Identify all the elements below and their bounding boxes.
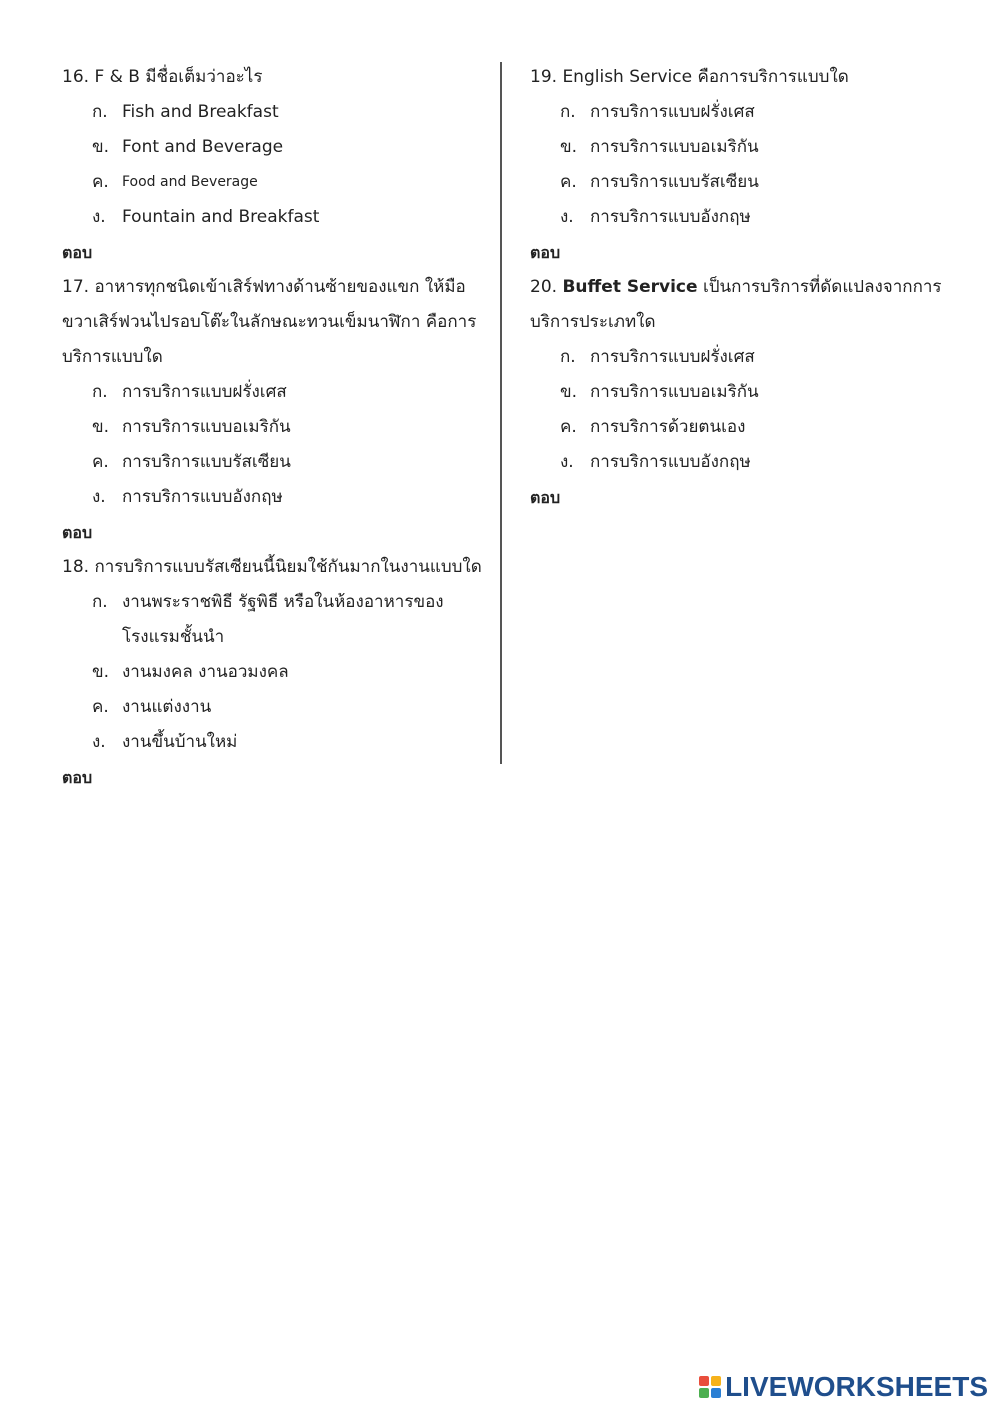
choice-mark: ก. <box>560 347 576 367</box>
right-column <box>530 60 950 515</box>
question-18: 18. การบริการแบบรัสเซียนนี้นิยมใช้กันมากในงานแบบใด <box>62 557 482 577</box>
q16-choice-b[interactable] <box>62 130 482 165</box>
choice-mark: ง. <box>560 207 574 227</box>
choice-text: Fish and Breakfast <box>122 102 279 122</box>
choice-mark: ค. <box>560 172 577 192</box>
choice-mark: ง. <box>560 452 574 472</box>
logo-square-4 <box>711 1388 721 1398</box>
q17-choice-d[interactable] <box>62 480 482 515</box>
q18-answer-label[interactable]: ตอบ <box>62 768 93 787</box>
q20-choice-d[interactable] <box>530 445 950 480</box>
logo-square-3 <box>699 1388 709 1398</box>
choice-text: การบริการแบบอังกฤษ <box>590 207 751 227</box>
choice-text: การบริการแบบฝรั่งเศส <box>590 347 755 367</box>
choice-text: งานพระราชพิธี รัฐพิธี หรือในห้องอาหารของ <box>122 592 444 612</box>
choice-text: การบริการแบบอเมริกัน <box>122 417 291 437</box>
choice-text: การบริการแบบอังกฤษ <box>590 452 751 472</box>
liveworksheets-logo[interactable] <box>699 1372 988 1402</box>
choice-text: งานมงคล งานอวมงคล <box>122 662 289 682</box>
q19-choice-a[interactable] <box>530 95 950 130</box>
q20-choice-a[interactable] <box>530 340 950 375</box>
choice-text: การบริการแบบฝรั่งเศส <box>122 382 287 402</box>
choice-text: การบริการแบบรัสเซียน <box>590 172 759 192</box>
logo-square-1 <box>699 1376 709 1386</box>
question-19: 19. English Service คือการบริการแบบใด <box>530 67 849 87</box>
question-20-line-2: บริการประเภทใด <box>530 312 656 332</box>
choice-mark: ค. <box>92 697 109 717</box>
q20-choice-c[interactable] <box>530 410 950 445</box>
choice-text: โรงแรมชั้นนำ <box>122 627 225 647</box>
left-column <box>62 60 482 795</box>
q19-answer-label[interactable]: ตอบ <box>530 243 561 262</box>
q18-choice-d[interactable] <box>62 725 482 760</box>
choice-text: การบริการแบบอเมริกัน <box>590 137 759 157</box>
choice-text: การบริการแบบอเมริกัน <box>590 382 759 402</box>
q16-choice-a[interactable] <box>62 95 482 130</box>
question-17-line-2: ขวาเสิร์ฟวนไปรอบโต๊ะในลักษณะทวนเข็มนาฬิกา คือการ <box>62 312 477 332</box>
choice-mark: ก. <box>92 382 108 402</box>
q18-choice-a-continued <box>62 620 482 655</box>
q19-choice-c[interactable] <box>530 165 950 200</box>
choice-text: งานแต่งงาน <box>122 697 212 717</box>
logo-text: LIVEWORKSHEETS <box>725 1371 988 1402</box>
choice-mark: ข. <box>92 662 110 682</box>
q17-choice-a[interactable] <box>62 375 482 410</box>
q16-choice-c[interactable] <box>62 165 482 200</box>
q18-choice-b[interactable] <box>62 655 482 690</box>
question-bold-term: Buffet Service <box>562 277 698 297</box>
choice-mark: ข. <box>560 382 578 402</box>
logo-grid-icon <box>699 1376 721 1398</box>
choice-mark: ง. <box>92 732 106 752</box>
q17-choice-b[interactable] <box>62 410 482 445</box>
choice-mark: ก. <box>92 102 108 122</box>
q17-choice-c[interactable] <box>62 445 482 480</box>
q17-answer-label[interactable]: ตอบ <box>62 523 93 542</box>
question-20-line-1 <box>530 270 950 305</box>
choice-text: การบริการแบบรัสเซียน <box>122 452 291 472</box>
question-number: 20. <box>530 277 558 297</box>
choice-text: งานขึ้นบ้านใหม่ <box>122 732 238 752</box>
question-16: 16. F & B มีชื่อเต็มว่าอะไร <box>62 67 263 87</box>
choice-mark: ค. <box>92 172 109 192</box>
choice-mark-spacer <box>92 620 122 655</box>
question-17-line-1: 17. อาหารทุกชนิดเข้าเสิร์ฟทางด้านซ้ายของแขก ให้มือ <box>62 277 466 297</box>
choice-text: Fountain and Breakfast <box>122 207 320 227</box>
choice-mark: ก. <box>560 102 576 122</box>
choice-mark: ข. <box>92 417 110 437</box>
q18-choice-c[interactable] <box>62 690 482 725</box>
q19-choice-b[interactable] <box>530 130 950 165</box>
logo-square-2 <box>711 1376 721 1386</box>
choice-mark: ค. <box>92 452 109 472</box>
q19-choice-d[interactable] <box>530 200 950 235</box>
q20-choice-b[interactable] <box>530 375 950 410</box>
q16-choice-d[interactable] <box>62 200 482 235</box>
column-divider <box>500 62 502 764</box>
choice-text: การบริการแบบอังกฤษ <box>122 487 283 507</box>
choice-text: Food and Beverage <box>122 174 258 190</box>
choice-mark: ค. <box>560 417 577 437</box>
choice-mark: ข. <box>92 137 110 157</box>
q16-answer-label[interactable]: ตอบ <box>62 243 93 262</box>
question-text: เป็นการบริการที่ดัดแปลงจากการ <box>702 277 942 297</box>
choice-mark: ง. <box>92 487 106 507</box>
choice-mark: ง. <box>92 207 106 227</box>
choice-mark: ข. <box>560 137 578 157</box>
q18-choice-a[interactable] <box>62 585 482 620</box>
q20-answer-label[interactable]: ตอบ <box>530 488 561 507</box>
choice-text: การบริการด้วยตนเอง <box>590 417 746 437</box>
choice-mark: ก. <box>92 592 108 612</box>
choice-text: Font and Beverage <box>122 137 284 157</box>
choice-text: การบริการแบบฝรั่งเศส <box>590 102 755 122</box>
question-17-line-3: บริการแบบใด <box>62 347 163 367</box>
